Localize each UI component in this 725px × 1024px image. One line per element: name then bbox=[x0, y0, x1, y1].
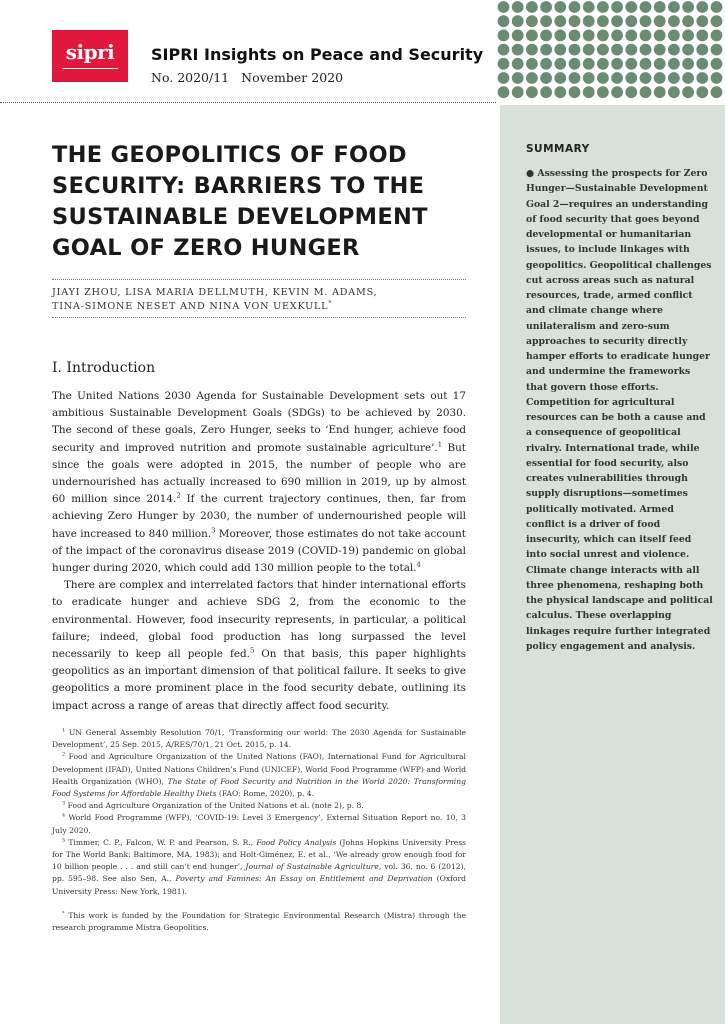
decorative-dot bbox=[526, 58, 538, 70]
decorative-dot bbox=[696, 72, 708, 84]
decorative-dot bbox=[498, 44, 510, 56]
decorative-dot bbox=[583, 15, 595, 27]
footnote-number: 1 bbox=[62, 727, 66, 734]
issue-line bbox=[151, 70, 343, 85]
decorative-dot bbox=[668, 1, 680, 13]
decorative-dot bbox=[711, 58, 723, 70]
decorative-dot bbox=[554, 58, 566, 70]
decorative-dot bbox=[625, 86, 637, 98]
footnote-text: (Oxford University Press: New York, 1981). bbox=[52, 874, 466, 896]
header-divider bbox=[0, 102, 496, 103]
decorative-dot bbox=[696, 86, 708, 98]
decorative-dot bbox=[540, 72, 552, 84]
decorative-dot bbox=[554, 86, 566, 98]
decorative-dot bbox=[554, 72, 566, 84]
sipri-logo bbox=[52, 30, 128, 82]
decorative-dot bbox=[540, 86, 552, 98]
decorative-dot bbox=[569, 58, 581, 70]
decorative-dot bbox=[640, 44, 652, 56]
decorative-dot bbox=[583, 58, 595, 70]
decorative-dot bbox=[498, 58, 510, 70]
decorative-dot bbox=[569, 30, 581, 42]
funding-marker: * bbox=[62, 910, 65, 917]
decorative-dot bbox=[512, 58, 524, 70]
series-title: SIPRI Insights on Peace and Security bbox=[151, 45, 484, 64]
decorative-dot bbox=[526, 44, 538, 56]
decorative-dot bbox=[654, 86, 666, 98]
decorative-dot bbox=[540, 15, 552, 27]
footnote-text: , vol. 36, no. 6 (2012), pp. 595–98. See also Sen, A., bbox=[52, 862, 466, 884]
decorative-dot bbox=[611, 72, 623, 84]
decorative-dot bbox=[526, 15, 538, 27]
decorative-dot bbox=[640, 30, 652, 42]
footnote-number: 2 bbox=[62, 751, 66, 758]
decorative-dot bbox=[625, 30, 637, 42]
decorative-dot bbox=[668, 72, 680, 84]
footnote-2 bbox=[52, 751, 466, 800]
paragraph-1-part-d: Moreover, those estimates do not take account of the impact of the coronavirus disease 2019 (COVID-19) pandemic on global hunger during 2020, which could add 130 million people to the total. bbox=[52, 527, 466, 575]
decorative-dot bbox=[583, 72, 595, 84]
decorative-dot bbox=[583, 30, 595, 42]
decorative-dot bbox=[512, 30, 524, 42]
decorative-dot bbox=[569, 86, 581, 98]
decorative-dot bbox=[711, 44, 723, 56]
decorative-dot bbox=[498, 86, 510, 98]
decorative-dot bbox=[597, 44, 609, 56]
decorative-dot bbox=[682, 30, 694, 42]
paragraph-1 bbox=[52, 388, 466, 577]
footnote-1 bbox=[52, 727, 466, 751]
decorative-dot bbox=[611, 30, 623, 42]
footnote-ref-2: 2 bbox=[176, 491, 181, 500]
footnote-text: (FAO: Rome, 2020), p. 4. bbox=[216, 789, 315, 799]
logo-underline bbox=[62, 68, 118, 69]
decorative-dot bbox=[597, 58, 609, 70]
footnote-text: Food and Agriculture Organization of the United Nations et al. (note 2), p. 8. bbox=[65, 801, 364, 811]
decorative-dot bbox=[597, 15, 609, 27]
decorative-dot bbox=[569, 72, 581, 84]
decorative-dot bbox=[583, 86, 595, 98]
decorative-dot bbox=[526, 86, 538, 98]
decorative-dot bbox=[711, 15, 723, 27]
decorative-dot bbox=[540, 30, 552, 42]
decorative-dot bbox=[597, 30, 609, 42]
decorative-dot bbox=[526, 30, 538, 42]
decorative-dot bbox=[498, 30, 510, 42]
decorative-dot bbox=[668, 44, 680, 56]
paragraph-2-part-b: On that basis, this paper highlights geopolitics as an important dimension of that political failure. It seeks to give geopolitics a more prominent place in the food security debate, outlining its impact across a range of areas that directly affect food security. bbox=[52, 648, 466, 712]
decorative-dot bbox=[597, 72, 609, 84]
decorative-dot bbox=[696, 44, 708, 56]
paragraph-1-part-a: The United Nations 2030 Agenda for Sustainable Development sets out 17 ambitious Sustainable Development Goals (SDGs) to be achieved by 2030. The second of these goals, Zero Hunger, seeks to ‘End hunger, achieve food security and improved nutrition and promote sustainable agriculture’. bbox=[52, 390, 466, 454]
decorative-dot bbox=[611, 15, 623, 27]
decorative-dot bbox=[512, 72, 524, 84]
summary-text bbox=[526, 166, 714, 654]
decorative-dot bbox=[512, 1, 524, 13]
decorative-dot bbox=[711, 30, 723, 42]
footnote-ref-4: 4 bbox=[416, 560, 421, 569]
footnote-number: 5 bbox=[62, 837, 66, 844]
decorative-dot bbox=[640, 86, 652, 98]
decorative-dot bbox=[498, 1, 510, 13]
footnote-text: Food and Agriculture Organization of the United Nations (FAO), International Fund for Agricultural Development (IFAD), United Nations Children’s Fund (UNICEF), World Food Programme (WFP) and World Health Organization (WHO), bbox=[52, 752, 466, 786]
footnote-title: Food Policy Analysis bbox=[256, 837, 337, 847]
decorative-dot bbox=[696, 30, 708, 42]
decorative-dot bbox=[583, 44, 595, 56]
decorative-dot bbox=[569, 1, 581, 13]
footnote-text: World Food Programme (WFP), ‘COVID-19: Level 3 Emergency’, External Situation Report no. 10, 3 July 2020. bbox=[52, 813, 466, 835]
decorative-dot bbox=[668, 15, 680, 27]
decorative-dot bbox=[682, 86, 694, 98]
article-title: THE GEOPOLITICS OF FOOD SECURITY: BARRIERS TO THE SUSTAINABLE DEVELOPMENT GOAL OF ZERO HUNGER bbox=[52, 142, 428, 261]
decorative-dot bbox=[611, 44, 623, 56]
footnote-text: UN General Assembly Resolution 70/1, ‘Transforming our world: The 2030 Agenda for Sustainable Development’, 25 Sep. 2015, A/RES/70/1, 21 Oct. 2015, p. 14. bbox=[52, 728, 466, 750]
decorative-dot bbox=[654, 30, 666, 42]
decorative-dot bbox=[625, 72, 637, 84]
decorative-dot bbox=[611, 1, 623, 13]
footnote-3 bbox=[52, 800, 466, 812]
decorative-dot bbox=[711, 1, 723, 13]
authors-line-2: TINA-SIMONE NESET AND NINA VON UEXKULL bbox=[52, 301, 329, 312]
decorative-dot bbox=[512, 86, 524, 98]
decorative-dot bbox=[640, 58, 652, 70]
decorative-dot bbox=[682, 58, 694, 70]
issue-number: No. 2020/11 bbox=[151, 70, 230, 85]
decorative-dot bbox=[711, 72, 723, 84]
decorative-dot bbox=[611, 86, 623, 98]
decorative-dot bbox=[668, 86, 680, 98]
decorative-dot bbox=[625, 1, 637, 13]
decorative-dot bbox=[512, 44, 524, 56]
authors-rule-top bbox=[52, 279, 466, 280]
decorative-dot bbox=[654, 15, 666, 27]
decorative-dot bbox=[625, 58, 637, 70]
footnote-number: 3 bbox=[62, 800, 66, 807]
decorative-dot bbox=[682, 1, 694, 13]
decorative-dot bbox=[668, 58, 680, 70]
footnote-ref-3: 3 bbox=[211, 526, 216, 535]
decorative-dot bbox=[597, 86, 609, 98]
decorative-dot bbox=[682, 72, 694, 84]
decorative-dot bbox=[654, 1, 666, 13]
decorative-dot bbox=[696, 1, 708, 13]
decorative-dot bbox=[625, 44, 637, 56]
paragraph-1-part-c: If the current trajectory continues, then, far from achieving Zero Hunger by 2030, the number of undernourished people will have increased to 840 million. bbox=[52, 493, 466, 540]
decorative-dot bbox=[554, 15, 566, 27]
footnote-ref-1: 1 bbox=[437, 440, 442, 449]
decorative-dot bbox=[711, 86, 723, 98]
decorative-dot bbox=[583, 1, 595, 13]
funding-note bbox=[52, 910, 466, 934]
paragraph-1-part-b: But since the goals were adopted in 2015, the number of people who are undernourished has actually increased to 690 million in 2019, up by almost 60 million since 2014. bbox=[52, 441, 466, 506]
paragraph-2-part-a: There are complex and interrelated factors that hinder international efforts to eradicate hunger and achieve SDG 2, from the economic to the environmental. However, food insecurity represents, in particular, a political failure; indeed, global food production has long surpassed the level necessarily to keep all people fed. bbox=[52, 579, 466, 661]
footnote-ref-5: 5 bbox=[249, 646, 255, 655]
footnote-title: Poverty and Famines: An Essay on Entitlement and Deprivation bbox=[175, 874, 433, 884]
footnote-number: 4 bbox=[62, 812, 66, 819]
footnotes bbox=[52, 727, 466, 934]
authors-rule-bottom bbox=[52, 317, 466, 318]
decorative-dot bbox=[597, 1, 609, 13]
footnote-title: The State of Food Security and Nutrition in the World 2020: Transforming Food Systems for Affordable Healthy Diets bbox=[52, 776, 466, 799]
decorative-dot bbox=[569, 44, 581, 56]
footnote-title: Journal of Sustainable Agriculture bbox=[245, 862, 379, 872]
authors-footnote-marker: * bbox=[328, 299, 333, 307]
footnote-4 bbox=[52, 812, 466, 836]
author-list bbox=[52, 286, 472, 314]
summary-bullet: ● bbox=[526, 168, 535, 179]
decorative-dot bbox=[696, 15, 708, 27]
decorative-dot bbox=[554, 44, 566, 56]
decorative-dot-grid bbox=[496, 0, 725, 103]
footnote-text: Timmer, C. P., Falcon, W. P. and Pearson, S. R., bbox=[65, 837, 257, 847]
decorative-dot bbox=[696, 58, 708, 70]
decorative-dot bbox=[569, 15, 581, 27]
section-heading: I. Introduction bbox=[52, 360, 156, 376]
body-text bbox=[52, 388, 466, 715]
decorative-dot bbox=[611, 58, 623, 70]
decorative-dot bbox=[668, 30, 680, 42]
decorative-dot bbox=[654, 58, 666, 70]
decorative-dot bbox=[640, 72, 652, 84]
decorative-dot bbox=[625, 15, 637, 27]
decorative-dot bbox=[526, 72, 538, 84]
decorative-dot bbox=[526, 1, 538, 13]
decorative-dot bbox=[498, 72, 510, 84]
summary-body: Assessing the prospects for Zero Hunger—Sustainable Development Goal 2—requires an understanding of food security that goes beyond developmental or humanitarian issues, to include linkages with geopolitics. Geopolitical challenges cut across areas such as natural resources, trade, armed conflict and climate change where unilateralism and zero-sum approaches to security directly hamper efforts to eradicate hunger and undermine the frameworks that govern those efforts. Competition for agricultural resources can be both a cause and a consequence of geopolitical rivalry. International trade, while essential for food security, also creates vulnerabilities through supply disruptions—sometimes politically motivated. Armed conflict is a driver of food insecurity, which can itself feed into social unrest and violence. Climate change interacts with all three phenomena, reshaping both the physical landscape and political calculus. These overlapping linkages require further integrated policy engagement and analysis. bbox=[526, 168, 713, 652]
footnote-5 bbox=[52, 837, 466, 898]
decorative-dot bbox=[540, 44, 552, 56]
authors-line-1: JIAYI ZHOU, LISA MARIA DELLMUTH, KEVIN M. ADAMS, bbox=[52, 287, 378, 298]
summary-heading: SUMMARY bbox=[526, 143, 590, 155]
decorative-dot bbox=[512, 15, 524, 27]
decorative-dot bbox=[554, 1, 566, 13]
decorative-dot bbox=[498, 15, 510, 27]
footnote-text: (Johns Hopkins University Press for The World Bank: Baltimore, MA, 1983); and Holt-Giménez, E. et al., ‘We already grow enough food for 10 billion people . . . and still can’t end hunger’, bbox=[52, 837, 466, 872]
logo-wordmark: sipri bbox=[65, 40, 115, 64]
decorative-dot bbox=[540, 58, 552, 70]
decorative-dot bbox=[654, 72, 666, 84]
decorative-dot bbox=[682, 15, 694, 27]
decorative-dot bbox=[640, 15, 652, 27]
decorative-dot bbox=[654, 44, 666, 56]
decorative-dot bbox=[640, 1, 652, 13]
decorative-dot bbox=[554, 30, 566, 42]
decorative-dot bbox=[540, 1, 552, 13]
funding-text: This work is funded by the Foundation for Strategic Environmental Research (Mistra) through the research programme Mistra Geopolitics. bbox=[52, 910, 466, 933]
decorative-dot bbox=[682, 44, 694, 56]
issue-date: November 2020 bbox=[241, 70, 344, 85]
paragraph-2 bbox=[52, 577, 466, 715]
